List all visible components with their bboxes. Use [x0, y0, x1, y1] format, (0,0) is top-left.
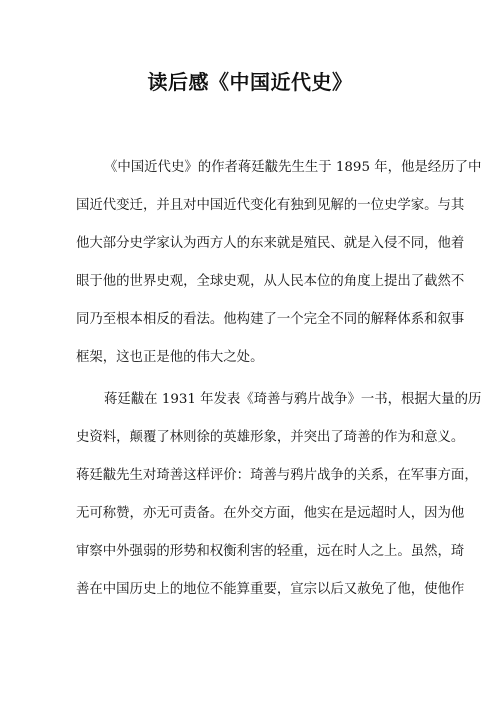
paragraph-1-line-1: 《中国近代史》的作者蒋廷黻先生生于 1895 年，他是经历了中	[104, 160, 482, 175]
paragraph-1-line-4: 眼于他的世界史观，全球史观，从人民本位的角度上提出了截然不	[76, 274, 465, 289]
paragraph-2-line-3: 蒋廷黻先生对琦善这样评价：琦善与鸦片战争的关系，在军事方面，	[76, 468, 478, 483]
paragraph-1-line-2: 国近代变迁，并且对中国近代变化有独到见解的一位史学家。与其	[76, 198, 465, 213]
paragraph-1-line-3: 他大部分史学家认为西方人的东来就是殖民、就是入侵不同，他着	[76, 236, 465, 251]
paragraph-2-line-1: 蒋廷黻在 1931 年发表《琦善与鸦片战争》一书，根据大量的历	[104, 392, 482, 407]
paragraph-2-line-4: 无可称赞，亦无可责备。在外交方面，他实在是远超时人，因为他	[76, 506, 465, 521]
paragraph-2-line-5: 审察中外强弱的形势和权衡利害的轻重，远在时人之上。虽然，琦	[76, 544, 465, 559]
paragraph-1-line-6: 框架，这也正是他的伟大之处。	[76, 350, 264, 365]
paragraph-2-line-6: 善在中国历史上的地位不能算重要，宣宗以后又赦免了他，使他作	[76, 582, 465, 597]
paragraph-1-line-5: 同乃至根本相反的看法。他构建了一个完全不同的解释体系和叙事	[76, 312, 465, 327]
document-title: 读后感《中国近代史》	[147, 70, 353, 94]
paragraph-2-line-2: 史资料，颠覆了林则徐的英雄形象，并突出了琦善的作为和意义。	[76, 430, 465, 445]
